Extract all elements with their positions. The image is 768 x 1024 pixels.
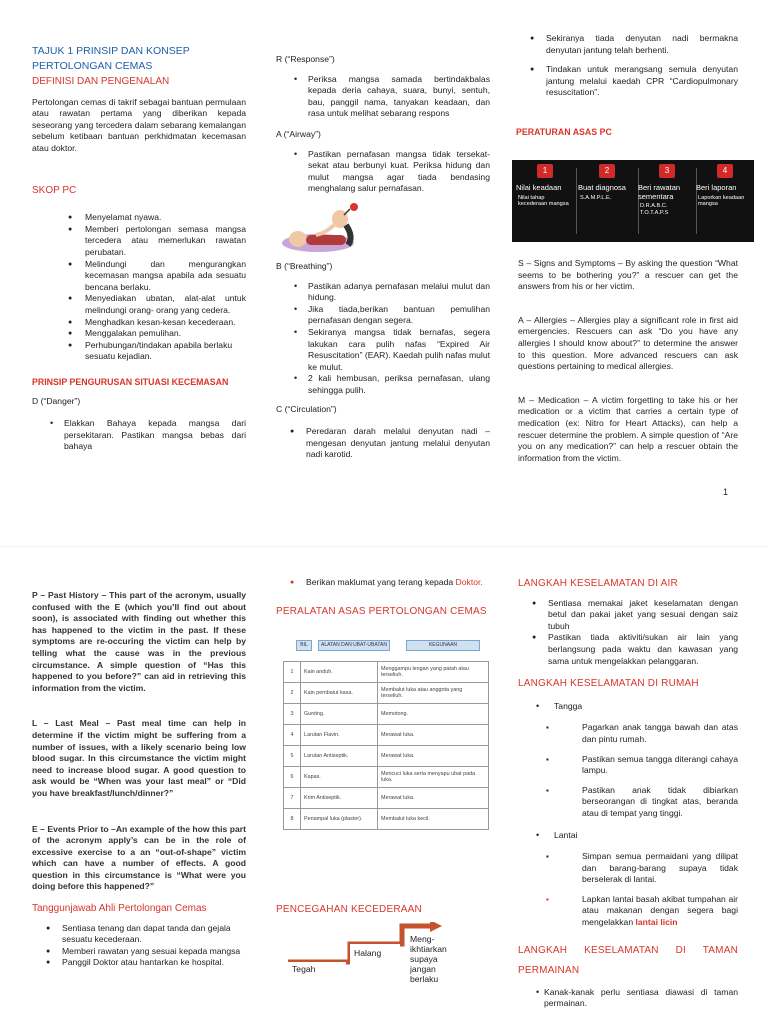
table-row: [284, 725, 489, 746]
list-item: ● Menyediakan ubatan, alat-alat untuk melindungi orang- orang yang cedera.: [32, 293, 246, 316]
rule-sub: S.A.M.P.L.E.: [580, 194, 612, 201]
table-row: [284, 809, 489, 830]
list-item: ● Menyelamat nyawa.: [32, 212, 246, 224]
rule-3: [638, 164, 696, 238]
breathing-label: B (“Breathing”): [276, 260, 333, 271]
equipment-table: [283, 661, 489, 830]
airway-illustration: [276, 195, 490, 261]
table-cell-no: 8: [284, 809, 301, 830]
page2-middle-column: [276, 577, 490, 617]
page-title: TAJUK 1 PRINSIP DAN KONSEP PERTOLONGAN CEMAS: [32, 45, 190, 72]
table-cell-use: Menggampu lengan yang patah atau terseliuh.: [378, 662, 489, 683]
list-item: ● Menggalakan pemulihan.: [32, 328, 246, 340]
table-cell-no: 6: [284, 767, 301, 788]
table-cell-no: 7: [284, 788, 301, 809]
rule-2: [578, 164, 636, 238]
list-item: ● Melindungi dan mengurangkan kecemasan mangsa apabila ada sesuatu bencana berlaku.: [32, 259, 246, 294]
list-item: ● Sentiasa memakai jaket keselamatan dengan betul dan pakai jaket yang sesuai dengan saiz tubuh: [518, 598, 738, 633]
table-cell-use: Mencuci luka serta menyapu ubat pada luka.: [378, 767, 489, 788]
prevention-section: [276, 904, 490, 916]
table-cell-no: 4: [284, 725, 301, 746]
table-cell-item: Larutan Antiseptik.: [301, 746, 378, 767]
rule-sub: Nilai tahap kecederaan mangsa: [518, 194, 569, 208]
step-halang: Halang: [354, 948, 382, 958]
list-item: ● Pastikan tiada aktiviti/sukan air lain yang berlangsung pada waktu dan kawasan yang sama untuk mengelakkan pelanggaran.: [518, 632, 738, 667]
table-cell-use: Membalut luka atau anggota yang terseliuh.: [378, 683, 489, 704]
page2-left-column: [32, 590, 246, 969]
list-item: ● Memberi pertolongan semasa mangsa tercedera atau memerlukan rawatan perubatan.: [32, 224, 246, 259]
rule-4: [696, 164, 754, 238]
list-item: • Elakkan Bahaya kepada mangsa dari persekitaran. Pastikan mangsa bebas dari bahaya: [32, 418, 246, 453]
sample-p-paragraph: P – Past History – This part of the acronym, usually confused with the E (which you’ll find out about soon), is associated with finding out whether this has happened to the victim in the past. If these symptoms are re-occuring the victim can help by telling what the cause was in the previous circumstance. A simple question of “Has this happened to you before?” can aid in retrieving this information from the victim.: [32, 590, 246, 693]
sample-s-paragraph: S – Signs and Symptoms – By asking the question “What seems to be bothering you?” a rescuer can get the answers from his or her victim.: [518, 258, 738, 292]
list-item: ▪ Pastikan semua tangga diterangi cahaya lampu.: [518, 754, 738, 777]
page1-sample-text: [518, 258, 738, 464]
rule-title: Buat diagnosa: [578, 183, 626, 192]
page-number: 1: [723, 487, 729, 497]
table-cell-no: 1: [284, 662, 301, 683]
list-item: ▪ Pastikan anak tidak dibiarkan berseorangan di tingkat atas, beranda atau di tempat yang tinggi.: [518, 785, 738, 820]
list-item: ● Panggil Doktor atau hantarkan ke hospital.: [32, 957, 246, 969]
response-label: R (“Response”): [276, 54, 335, 64]
table-cell-item: Larutan Flavin.: [301, 725, 378, 746]
list-item: • Pastikan adanya pernafasan melalui mulut dan hidung.: [276, 281, 490, 304]
list-item: ● Perhubungan/tindakan apabila berlaku sesuatu kejadian.: [32, 340, 246, 363]
rule-divider: [576, 168, 577, 234]
list-item: • Sekiranya mangsa tidak bernafas, segera lakukan cara pulih nafas “Expired Air Resuscitation” (EAR). Kaedah pulih nafas mulut ke mulut.: [276, 327, 490, 373]
table-cell-item: Krim Antiseptik.: [301, 788, 378, 809]
rules-heading: PERATURAN ASAS PC: [516, 126, 612, 137]
list-item: [518, 894, 738, 929]
table-header-bil: BIL: [296, 640, 312, 651]
airway-label: A (“Airway”): [276, 128, 321, 139]
table-row: [284, 662, 489, 683]
table-row: [284, 683, 489, 704]
water-safety-heading: LANGKAH KESELAMATAN DI AIR: [518, 578, 678, 589]
table-cell-item: Kapas.: [301, 767, 378, 788]
definition-text: Pertolongan cemas di takrif sebagai bantuan permulaan atau rawatan pertama yang diberikan kepada seseorang yang tercedera dalam sebarang kemalangan sebelum ketibaan bantuan perkhidmatan kecemasan atau doktor.: [32, 96, 246, 153]
table-cell-no: 5: [284, 746, 301, 767]
rescuer-illustration-icon: [276, 197, 376, 257]
scope-list: [32, 212, 246, 363]
rule-number: 2: [599, 164, 615, 178]
table-row: [284, 746, 489, 767]
circulation-label: C (“Circulation”): [276, 404, 337, 415]
step-ikhtiar: Meng- ikhtiarkan supaya jangan berlaku: [410, 934, 447, 984]
list-item: • 2 kali hembusan, periksa pernafasan, ulang sehingga pulih.: [276, 373, 490, 396]
list-item: ● Tindakan untuk merangsang semula denyutan jantung melalui kaedah CPR “Cardiopulmonary resuscitation”.: [516, 64, 738, 99]
item-text: Berikan maklumat yang terang kepada: [306, 577, 454, 587]
rule-number: 3: [659, 164, 675, 178]
prevention-heading: PENCEGAHAN KECEDERAAN: [276, 904, 422, 915]
rule-1: [516, 164, 574, 238]
list-item: ▪ Simpan semua permaidani yang dilipat dan barang-barang supaya tidak berselerak di lantai.: [518, 851, 738, 886]
item-red-text: Doktor.: [455, 577, 483, 587]
step-tegah: Tegah: [292, 964, 316, 974]
equipment-table-header: [296, 640, 486, 649]
rule-sub: T.O.T.A.P.S: [640, 209, 669, 216]
list-item: ● Memberi rawatan yang sesuai kepada mangsa: [32, 946, 246, 958]
list-item: ● Menghadkan kesan-kesan kecederaan.: [32, 317, 246, 329]
table-header-item: ALATAN DAN UBAT-UBATAN: [318, 640, 390, 651]
table-cell-no: 3: [284, 704, 301, 725]
table-cell-use: Merawat luka.: [378, 725, 489, 746]
table-cell-use: Merawat luka.: [378, 746, 489, 767]
list-item: ● Sentiasa tenang dan dapat tanda dan gejala sesuatu kecederaan.: [32, 923, 246, 946]
rule-number: 4: [717, 164, 733, 178]
table-row: [284, 704, 489, 725]
rule-title: Beri rawatan sementara: [638, 183, 681, 201]
table-cell-no: 2: [284, 683, 301, 704]
item-red-text: lantai licin: [635, 917, 678, 928]
rule-title: Beri laporan: [696, 183, 737, 192]
table-cell-item: Kain anduh.: [301, 662, 378, 683]
page1-left-column: [32, 44, 246, 453]
list-item: • Kanak-kanak perlu sentiasa diawasi di taman permainan.: [518, 987, 738, 1010]
sample-m-paragraph: M – Medication – A victim forgetting to take his or her medication or a victim that carries a certain type of medication (ex: Nitro for Heart Attacks), can help a rescuer determine the problem. A simple question of “Are you on any medication?” can help a rescuer obtain the information from the victim.: [518, 394, 738, 463]
rule-title: Nilai keadaan: [516, 183, 562, 192]
definition-heading: DEFINISI DAN PENGENALAN: [32, 76, 170, 87]
rule-number: 1: [537, 164, 553, 178]
page-divider: [0, 546, 768, 547]
list-item: [276, 577, 490, 589]
rules-banner: [512, 160, 754, 242]
table-row: [284, 767, 489, 788]
list-item: ● Sekiranya tiada denyutan nadi bermakna denyutan jantung telah berhenti.: [516, 33, 738, 56]
stairs-label: • Tangga: [518, 701, 738, 713]
table-cell-item: Gunting.: [301, 704, 378, 725]
page2-right-column: [518, 578, 738, 1010]
list-item: • Periksa mangsa samada bertindakbalas kepada deria cahaya, suara, bunyi, sentuh, bau, panggil nama, tanyakan keadaan, dan rasa untuk melihat sebarang respons: [276, 74, 490, 120]
rule-sub: Laporkan keadaan mangsa: [698, 194, 745, 208]
park-safety-heading: LANGKAH KESELAMATAN DI TAMAN PERMAINAN: [518, 944, 738, 976]
equipment-table-body: [284, 662, 489, 830]
item-text: Lapkan lantai basah akibat tumpahan air atau makanan dengan segera bagi mengelakkan: [582, 893, 738, 928]
list-item: ▪ Pagarkan anak tangga bawah dan atas dan pintu rumah.: [518, 722, 738, 745]
sample-a-paragraph: A – Allergies – Allergies play a significant role in first aid emergencies. Rescuers can ask “Do you have any allergies I should know about?” to determine the answer to this question. More advanced rescuers can ask questions pertaining to medical allergies.: [518, 314, 738, 372]
table-cell-item: Penampal luka (plaster).: [301, 809, 378, 830]
list-item: • Pastikan pernafasan mangsa tidak tersekat-sekat atau berbunyi kuat. Periksa hidung dan mulut mangsa agar tiada bendasing menghalang salur pernafasan.: [276, 149, 490, 195]
table-cell-use: Merawat luka.: [378, 788, 489, 809]
page1-right-column: [516, 33, 738, 139]
prevention-diagram: [280, 922, 495, 1022]
responsibility-heading: Tanggunjawab Ahli Pertolongan Cemas: [32, 903, 207, 915]
page1-middle-column: [276, 54, 490, 461]
sample-e-paragraph: E – Events Prior to –An example of the how this part of the acronym apply’s can be in the role of excessive exercise to a an “out-of-shape” victim which can have a number of effects. A good question in this circumstance is “What were you doing before this happened?”: [32, 823, 246, 892]
principle-heading: PRINSIP PENGURUSAN SITUASI KECEMASAN: [32, 376, 229, 387]
scope-heading: SKOP PC: [32, 184, 77, 196]
table-cell-use: Memotong.: [378, 704, 489, 725]
rule-sub: D.R.A.B.C.: [640, 203, 668, 209]
table-cell-item: Kain pembalut kasa.: [301, 683, 378, 704]
table-header-use: KEGUNAAN: [406, 640, 480, 651]
equipment-heading: PERALATAN ASAS PERTOLONGAN CEMAS: [276, 605, 487, 617]
list-item: • Jika tiada,berikan bantuan pemulihan pernafasan dengan segera.: [276, 304, 490, 327]
list-item: ● Peredaran darah melalui denyutan nadi – mengesan denyutan jantung melalui denyutan nadi karotid.: [276, 426, 490, 461]
table-cell-use: Membalut luka kecil.: [378, 809, 489, 830]
sample-l-paragraph: L – Last Meal – Past meal time can help in determine if the victim might be suffering from a number of issues, with a likely scenario being low blood sugar. In this circumstance the victim might need to increase blood sugar. A good question to ask would be “When was your last meal” or “Did you have breakfast/lunch/dinner?”: [32, 718, 246, 798]
home-safety-heading: LANGKAH KESELAMATAN DI RUMAH: [518, 678, 699, 690]
floor-label: • Lantai: [518, 830, 738, 842]
table-row: [284, 788, 489, 809]
danger-label: D (“Danger”): [32, 396, 81, 407]
